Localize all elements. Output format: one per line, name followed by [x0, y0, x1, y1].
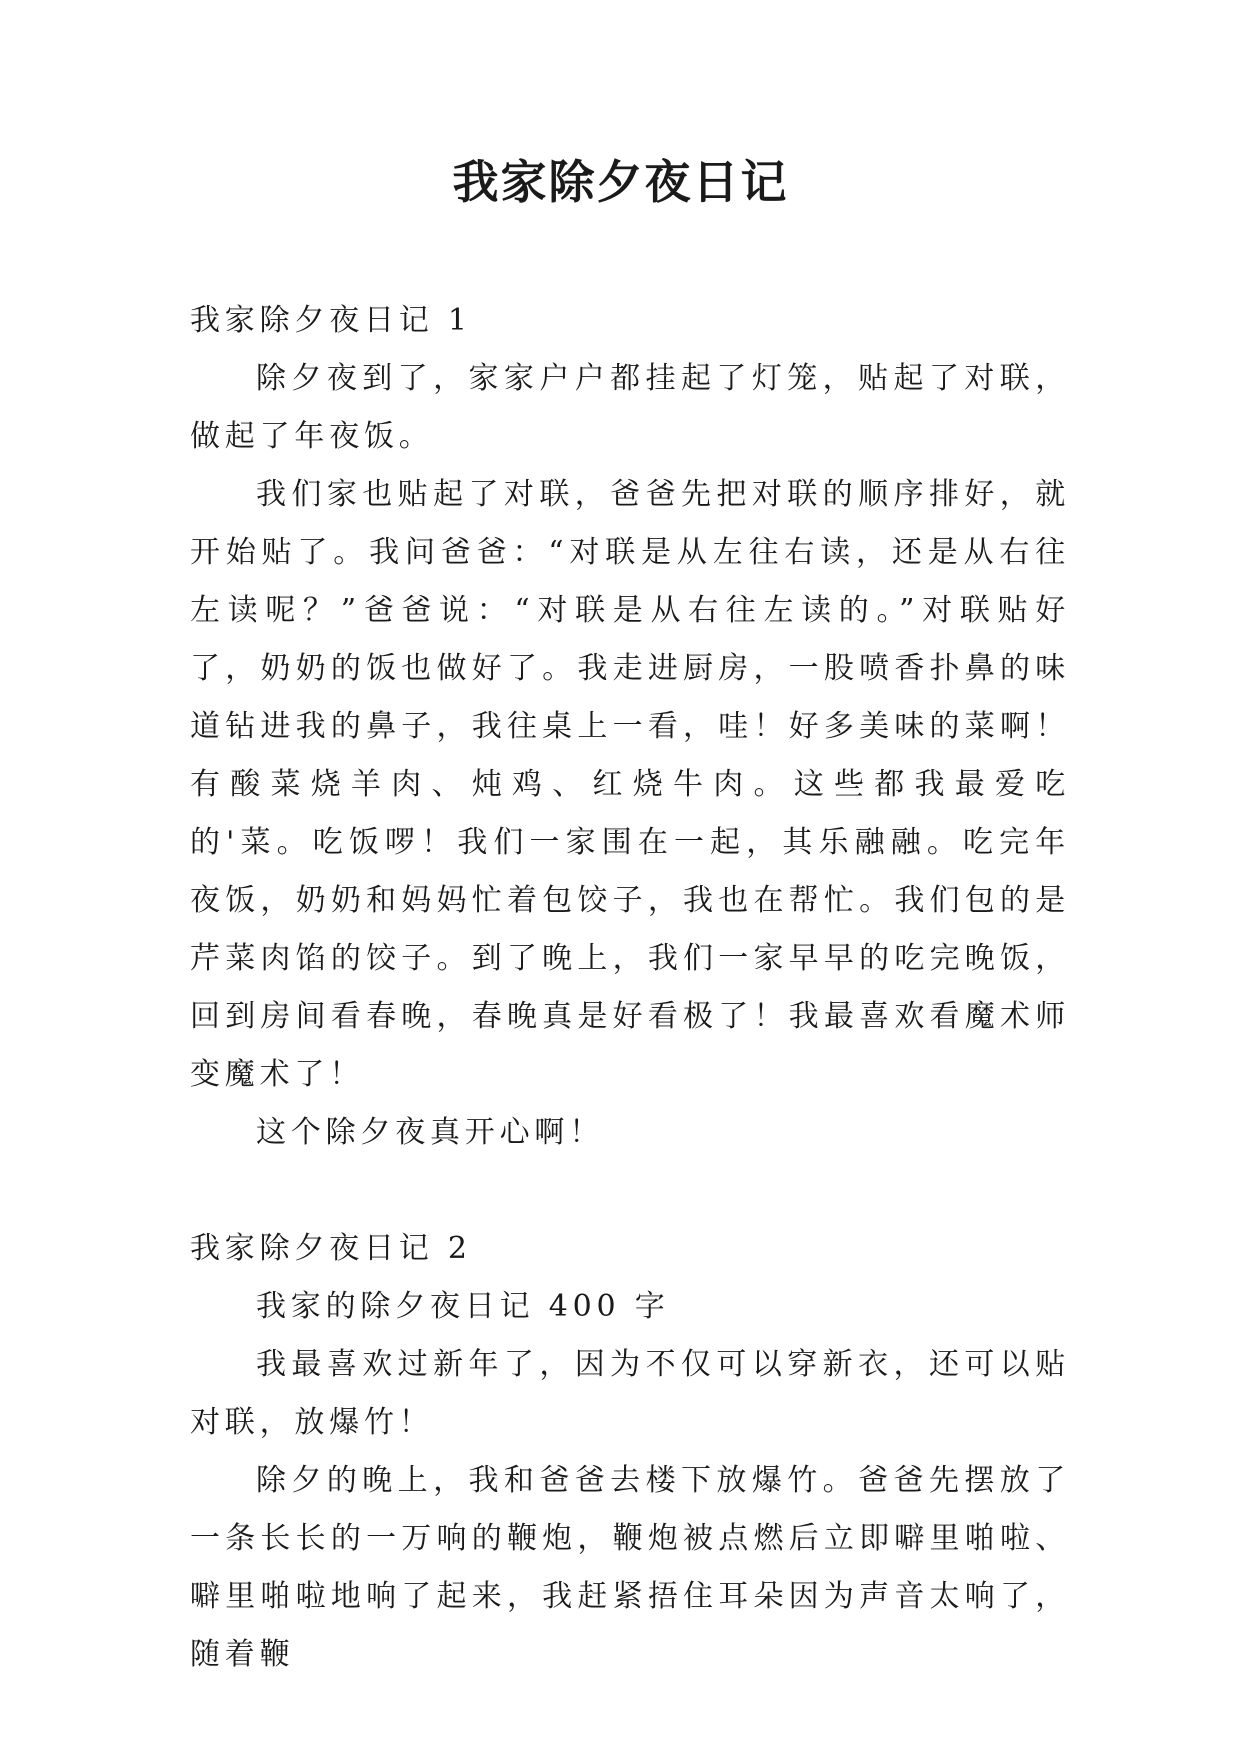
paragraph: 我最喜欢过新年了，因为不仅可以穿新衣，还可以贴对联，放爆竹！: [190, 1347, 1070, 1440]
document-body: [190, 292, 1070, 1684]
section-heading: 我家除夕夜日记 1: [190, 303, 472, 338]
document-title: 我家除夕夜日记: [452, 155, 789, 209]
section-heading: 我家除夕夜日记 2: [190, 1231, 472, 1266]
paragraph: 我们家也贴起了对联，爸爸先把对联的顺序排好，就开始贴了。我问爸爸：“对联是从左往右读，还是从右往左读呢？”爸爸说：“对联是从右往左读的。”对联贴好了，奶奶的饭也做好了。我走进厨房，一股喷香扑鼻的味道钻进我的鼻子，我往桌上一看，哇！好多美味的菜啊！有酸菜烧羊肉、炖鸡、红烧牛肉。这些都我最爱吃的'菜。吃饭啰！我们一家围在一起，其乐融融。吃完年夜饭，奶奶和妈妈忙着包饺子，我也在帮忙。我们包的是芹菜肉馅的饺子。到了晚上，我们一家早早的吃完晚饭，回到房间看春晚，春晚真是好看极了！我最喜欢看魔术师变魔术了！: [190, 477, 1070, 1092]
paragraph: 我家的除夕夜日记 400 字: [256, 1289, 670, 1324]
paragraph: 这个除夕夜真开心啊！: [256, 1115, 604, 1150]
section-spacer: [190, 1162, 1070, 1220]
diary-section-2: [190, 1220, 1070, 1684]
paragraph: 除夕的晚上，我和爸爸去楼下放爆竹。爸爸先摆放了一条长长的一万响的鞭炮，鞭炮被点燃后立即噼里啪啦、噼里啪啦地响了起来，我赶紧捂住耳朵因为声音太响了，随着鞭: [190, 1463, 1070, 1672]
diary-section-1: [190, 292, 1070, 1162]
paragraph: 除夕夜到了，家家户户都挂起了灯笼，贴起了对联，做起了年夜饭。: [190, 361, 1070, 454]
